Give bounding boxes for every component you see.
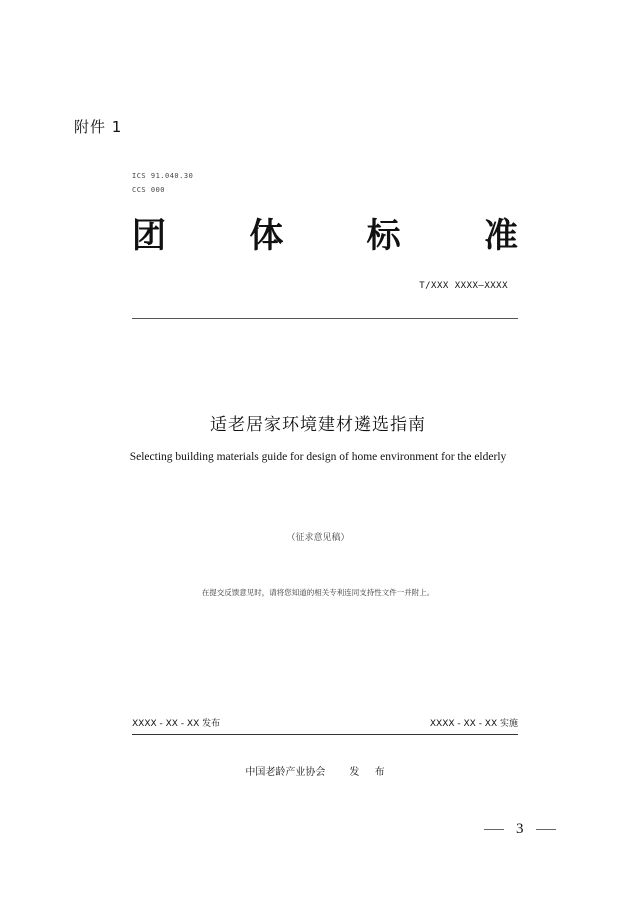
standard-type-char: 体	[249, 216, 284, 256]
page-dash-left	[484, 829, 504, 830]
publisher-line	[0, 763, 636, 778]
document-title-chinese: 适老居家环境建材遴选指南	[210, 415, 426, 435]
ics-code: ICS 91.040.30	[132, 172, 194, 180]
header-divider	[132, 318, 518, 319]
attachment-label: 附件 1	[74, 118, 123, 136]
patent-notice: 在提交反馈意见时，请将您知道的相关专利连同支持性文件一并附上。	[201, 588, 435, 597]
standard-number: T/XXX XXXX—XXXX	[419, 281, 508, 291]
document-title-english: Selecting building materials guide for design of home environment for the elderly	[129, 451, 507, 463]
standard-type-title	[132, 214, 518, 258]
page-number	[484, 821, 556, 838]
ccs-code: CCS 000	[132, 186, 166, 194]
publisher-name: 中国老龄产业协会	[245, 767, 326, 778]
implement-date: XXXX - XX - XX 实施	[429, 719, 518, 729]
page-number-value: 3	[516, 821, 524, 837]
footer-divider	[132, 734, 518, 735]
standard-type-char: 准	[483, 216, 518, 256]
publish-date: XXXX - XX - XX 发布	[132, 719, 221, 729]
standard-type-char: 标	[366, 216, 401, 256]
publisher-action: 发 布	[349, 767, 391, 778]
standard-type-char: 团	[132, 216, 166, 256]
draft-status: （征求意见稿）	[286, 533, 350, 543]
page-dash-right	[536, 829, 556, 830]
